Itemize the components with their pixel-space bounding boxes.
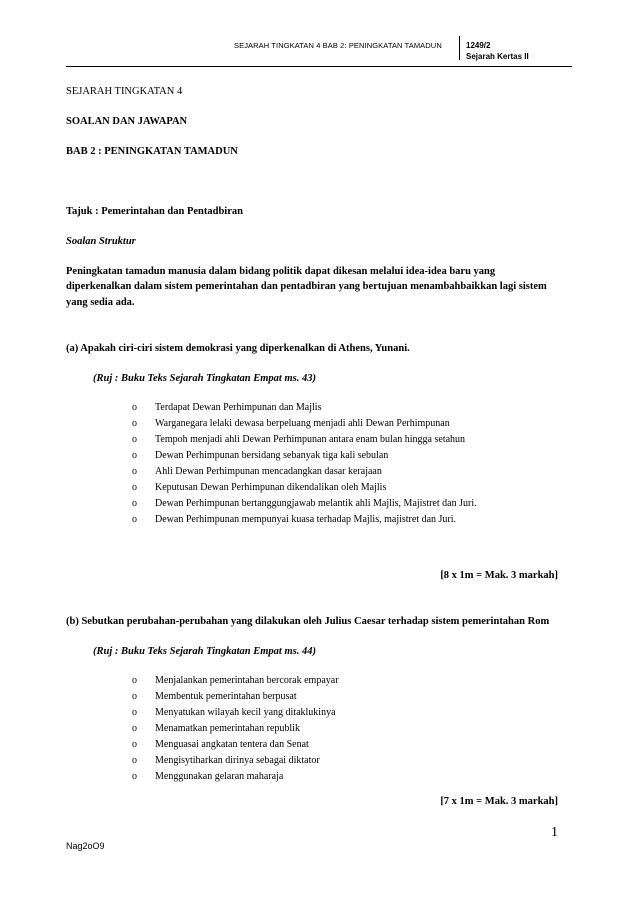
bullet-icon: o: [132, 514, 137, 525]
list-item: Menjalankan pemerintahan bercorak empayar: [155, 675, 339, 686]
intro-line-3: yang sedia ada.: [66, 297, 135, 308]
bullet-icon: o: [132, 675, 137, 686]
intro-line-2: diperkenalkan dalam sistem pemerintahan dan pentadbiran yang bertujuan menambahbaikkan lagi sistem: [66, 281, 547, 292]
bullet-icon: o: [132, 434, 137, 445]
page-number: 1: [551, 825, 558, 840]
list-item: Tempoh menjadi ahli Dewan Perhimpunan antara enam bulan hingga setahun: [155, 434, 466, 445]
section-label: Soalan Struktur: [66, 236, 136, 247]
question-b-marks: [7 x 1m = Mak. 3 markah]: [440, 796, 558, 807]
list-item: Terdapat Dewan Perhimpunan dan Majlis: [155, 402, 322, 413]
bullet-icon: o: [132, 739, 137, 750]
header-rule: [66, 66, 572, 67]
bullet-icon: o: [132, 755, 137, 766]
doc-type: SOALAN DAN JAWAPAN: [66, 116, 188, 127]
list-item: Menggunakan gelaran maharaja: [155, 771, 284, 782]
list-item: Menguasai angkatan tentera dan Senat: [155, 739, 309, 750]
bullet-icon: o: [132, 450, 137, 461]
header-divider: [459, 36, 460, 60]
bullet-icon: o: [132, 418, 137, 429]
header-title: SEJARAH TINGKATAN 4 BAB 2: PENINGKATAN TAMADUN: [234, 41, 442, 50]
doc-subject: SEJARAH TINGKATAN 4: [66, 86, 183, 97]
question-b: (b) Sebutkan perubahan-perubahan yang dilakukan oleh Julius Caesar terhadap sistem pemerintahan Rom: [66, 616, 550, 627]
list-item: Keputusan Dewan Perhimpunan dikendalikan oleh Majlis: [155, 482, 387, 493]
doc-chapter: BAB 2 : PENINGKATAN TAMADUN: [66, 146, 238, 157]
list-item: Ahli Dewan Perhimpunan mencadangkan dasar kerajaan: [155, 466, 382, 477]
topic-line: Tajuk : Pemerintahan dan Pentadbiran: [66, 206, 243, 217]
question-a-marks: [8 x 1m = Mak. 3 markah]: [440, 570, 558, 581]
bullet-icon: o: [132, 691, 137, 702]
list-item: Menamatkan pemerintahan republik: [155, 723, 300, 734]
question-b-reference: (Ruj : Buku Teks Sejarah Tingkatan Empat ms. 44): [93, 646, 316, 657]
bullet-icon: o: [132, 707, 137, 718]
list-item: Menyatukan wilayah kecil yang ditaklukinya: [155, 707, 336, 718]
question-a: (a) Apakah ciri-ciri sistem demokrasi yang diperkenalkan di Athens, Yunani.: [66, 343, 410, 354]
bullet-icon: o: [132, 466, 137, 477]
bullet-icon: o: [132, 498, 137, 509]
list-item: Dewan Perhimpunan bersidang sebanyak tiga kali sebulan: [155, 450, 389, 461]
header-paper-code: 1249/2: [466, 41, 491, 50]
intro-line-1: Peningkatan tamadun manusia dalam bidang politik dapat dikesan melalui idea-idea baru yang: [66, 266, 496, 277]
footer-text: Nag2oO9: [66, 841, 105, 851]
header-paper-name: Sejarah Kertas II: [466, 52, 529, 61]
question-a-reference: (Ruj : Buku Teks Sejarah Tingkatan Empat ms. 43): [93, 373, 316, 384]
list-item: Membentuk pemerintahan berpusat: [155, 691, 297, 702]
bullet-icon: o: [132, 771, 137, 782]
list-item: Warganegara lelaki dewasa berpeluang menjadi ahli Dewan Perhimpunan: [155, 418, 450, 429]
list-item: Mengisytiharkan dirinya sebagai diktator: [155, 755, 320, 766]
list-item: Dewan Perhimpunan bertanggungjawab melantik ahli Majlis, Majistret dan Juri.: [155, 498, 477, 509]
list-item: Dewan Perhimpunan mempunyai kuasa terhadap Majlis, majistret dan Juri.: [155, 514, 457, 525]
bullet-icon: o: [132, 723, 137, 734]
bullet-icon: o: [132, 402, 137, 413]
bullet-icon: o: [132, 482, 137, 493]
